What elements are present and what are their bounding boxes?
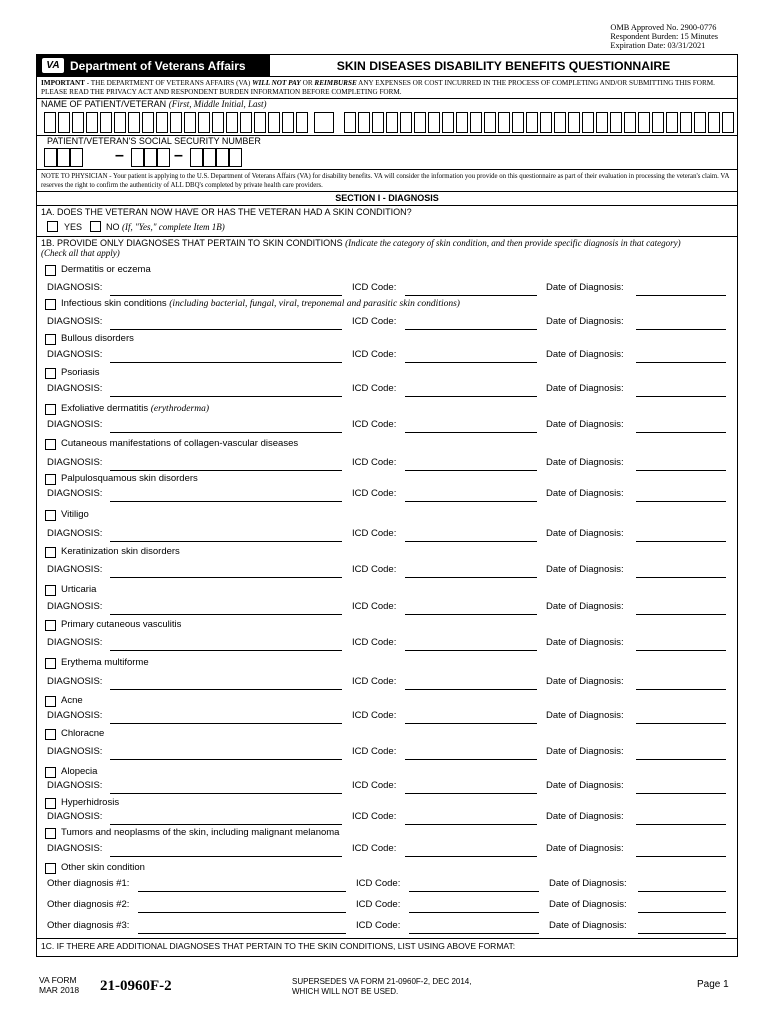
ssn-digit-box[interactable] xyxy=(229,148,242,167)
yes-label: YES xyxy=(64,222,83,232)
condition-label: Other skin condition xyxy=(61,862,145,873)
condition-label: Exfoliative dermatitis (erythroderma) xyxy=(61,403,209,414)
icd-code-label: ICD Code: xyxy=(356,878,401,889)
icd-code-input-line[interactable] xyxy=(405,362,537,363)
icd-code-label: ICD Code: xyxy=(352,746,397,757)
respondent-burden: Respondent Burden: 15 Minutes xyxy=(610,32,718,41)
diagnosis-input-line[interactable] xyxy=(110,856,342,857)
condition-label: Keratinization skin disorders xyxy=(61,546,180,557)
name-char-box[interactable] xyxy=(114,112,126,133)
icd-code-label: ICD Code: xyxy=(352,601,397,612)
ssn-digit-box[interactable] xyxy=(203,148,216,167)
last-name-char-box[interactable] xyxy=(512,112,524,133)
condition-label: Alopecia xyxy=(61,766,98,777)
diagnosis-label: DIAGNOSIS: xyxy=(47,811,103,822)
icd-code-label: ICD Code: xyxy=(352,528,397,539)
omb-info xyxy=(610,23,718,50)
icd-code-input-line[interactable] xyxy=(405,689,537,690)
diagnosis-input-line[interactable] xyxy=(110,501,342,502)
icd-code-input-line[interactable] xyxy=(405,295,537,296)
icd-code-input-line[interactable] xyxy=(405,396,537,397)
ssn-digit-box[interactable] xyxy=(144,148,157,167)
icd-code-label: ICD Code: xyxy=(352,349,397,360)
physician-note: NOTE TO PHYSICIAN - Your patient is applying to the U.S. Department of Veterans Affairs (VA) for disability benefits. VA will consider the information you provide on this questionnaire as part of their evaluation in processing the veteran's claim. VA reserves the right to confirm the authenticity of ALL DBQ's completed by private health care providers. xyxy=(41,173,729,189)
last-name-char-box[interactable] xyxy=(400,112,412,133)
question-1c: 1C. IF THERE ARE ADDITIONAL DIAGNOSES THAT PERTAIN TO THE SKIN CONDITIONS, LIST USING ABOVE FORMAT: xyxy=(41,941,516,951)
diagnosis-label: DIAGNOSIS: xyxy=(47,419,103,430)
name-char-box[interactable] xyxy=(142,112,154,133)
condition-label: Acne xyxy=(61,695,83,706)
icd-code-label: ICD Code: xyxy=(352,710,397,721)
no-hint: (If, "Yes," complete Item 1B) xyxy=(122,222,225,232)
diagnosis-label: DIAGNOSIS: xyxy=(47,316,103,327)
last-name-char-box[interactable] xyxy=(540,112,552,133)
ssn-label: PATIENT/VETERAN'S SOCIAL SECURITY NUMBER xyxy=(47,136,261,146)
condition-checkbox[interactable] xyxy=(45,404,56,415)
last-name-char-box[interactable] xyxy=(414,112,426,133)
last-name-char-box[interactable] xyxy=(610,112,622,133)
expiration-date: Expiration Date: 03/31/2021 xyxy=(610,41,706,50)
name-char-box[interactable] xyxy=(226,112,238,133)
date-of-diagnosis-label: Date of Diagnosis: xyxy=(546,419,624,430)
condition-checkbox[interactable] xyxy=(45,439,56,450)
icd-code-label: ICD Code: xyxy=(352,419,397,430)
icd-code-input-line[interactable] xyxy=(405,723,537,724)
name-char-box[interactable] xyxy=(100,112,112,133)
icd-code-label: ICD Code: xyxy=(352,457,397,468)
icd-code-label: ICD Code: xyxy=(352,637,397,648)
name-char-box[interactable] xyxy=(268,112,280,133)
diagnosis-label: DIAGNOSIS: xyxy=(47,676,103,687)
icd-code-label: ICD Code: xyxy=(352,780,397,791)
last-name-char-box[interactable] xyxy=(666,112,678,133)
other-diagnosis-input-line[interactable] xyxy=(138,891,346,892)
date-of-diagnosis-input-line[interactable] xyxy=(636,329,726,330)
name-char-box[interactable] xyxy=(296,112,308,133)
date-of-diagnosis-label: Date of Diagnosis: xyxy=(546,488,624,499)
icd-code-input-line[interactable] xyxy=(405,329,537,330)
date-of-diagnosis-input-line[interactable] xyxy=(638,933,726,934)
last-name-char-box[interactable] xyxy=(386,112,398,133)
date-of-diagnosis-input-line[interactable] xyxy=(636,614,726,615)
diagnosis-input-line[interactable] xyxy=(110,723,342,724)
other-diagnosis-label: Other diagnosis #2: xyxy=(47,899,130,910)
form-title: SKIN DISEASES DISABILITY BENEFITS QUESTIONNAIRE xyxy=(336,59,671,73)
condition-label: Palpulosquamous skin disorders xyxy=(61,473,198,484)
date-of-diagnosis-label: Date of Diagnosis: xyxy=(546,316,624,327)
last-name-char-box[interactable] xyxy=(568,112,580,133)
diagnosis-label: DIAGNOSIS: xyxy=(47,383,103,394)
condition-checkbox[interactable] xyxy=(45,474,56,485)
omb-number: OMB Approved No. 2900-0776 xyxy=(610,23,717,32)
date-of-diagnosis-label: Date of Diagnosis: xyxy=(546,811,624,822)
va-logo-icon: VA xyxy=(42,58,64,73)
icd-code-label: ICD Code: xyxy=(352,564,397,575)
last-name-char-box[interactable] xyxy=(652,112,664,133)
icd-code-label: ICD Code: xyxy=(352,383,397,394)
diagnosis-input-line[interactable] xyxy=(110,362,342,363)
other-diagnosis-label: Other diagnosis #3: xyxy=(47,920,130,931)
icd-code-input-line[interactable] xyxy=(405,793,537,794)
icd-code-input-line[interactable] xyxy=(409,912,539,913)
yes-checkbox[interactable] xyxy=(47,221,58,232)
icd-code-label: ICD Code: xyxy=(352,488,397,499)
condition-checkbox[interactable] xyxy=(45,368,56,379)
ssn-dash: – xyxy=(115,147,124,164)
last-name-char-box[interactable] xyxy=(554,112,566,133)
last-name-char-box[interactable] xyxy=(638,112,650,133)
date-of-diagnosis-input-line[interactable] xyxy=(636,689,726,690)
no-label: NO (If, "Yes," complete Item 1B) xyxy=(106,222,225,232)
date-of-diagnosis-input-line[interactable] xyxy=(638,891,726,892)
condition-checkbox[interactable] xyxy=(45,729,56,740)
name-char-box[interactable] xyxy=(170,112,182,133)
last-name-char-box[interactable] xyxy=(470,112,482,133)
ssn-dash: – xyxy=(174,147,183,164)
diagnosis-label: DIAGNOSIS: xyxy=(47,564,103,575)
date-of-diagnosis-label: Date of Diagnosis: xyxy=(546,383,624,394)
diagnosis-input-line[interactable] xyxy=(110,689,342,690)
icd-code-label: ICD Code: xyxy=(356,920,401,931)
last-name-char-box[interactable] xyxy=(680,112,692,133)
condition-checkbox[interactable] xyxy=(45,658,56,669)
name-char-box[interactable] xyxy=(156,112,168,133)
ssn-digit-box[interactable] xyxy=(70,148,83,167)
condition-label: Infectious skin conditions (including bacterial, fungal, viral, treponemal and parasitic skin conditions) xyxy=(61,298,460,309)
diagnosis-label: DIAGNOSIS: xyxy=(47,637,103,648)
last-name-char-box[interactable] xyxy=(582,112,594,133)
ssn-digit-box[interactable] xyxy=(44,148,57,167)
last-name-char-box[interactable] xyxy=(624,112,636,133)
diagnosis-input-line[interactable] xyxy=(110,759,342,760)
last-name-char-box[interactable] xyxy=(484,112,496,133)
date-of-diagnosis-input-line[interactable] xyxy=(636,723,726,724)
date-of-diagnosis-label: Date of Diagnosis: xyxy=(546,349,624,360)
last-name-char-box[interactable] xyxy=(442,112,454,133)
other-diagnosis-label: Other diagnosis #1: xyxy=(47,878,130,889)
important-notice: IMPORTANT - THE DEPARTMENT OF VETERANS AFFAIRS (VA) WILL NOT PAY OR REIMBURSE ANY EXPENSES OR COST INCURRED IN THE PROCESS OF COMPLETING AND/OR SUBMITTING THIS FORM. PLEASE READ THE PRIVACY ACT AND RESPONDENT BURDEN INFORMATION BEFORE COMPLETING FORM. xyxy=(41,79,715,96)
date-of-diagnosis-input-line[interactable] xyxy=(636,396,726,397)
icd-code-label: ICD Code: xyxy=(352,316,397,327)
diagnosis-input-line[interactable] xyxy=(110,329,342,330)
condition-label: Psoriasis xyxy=(61,367,100,378)
diagnosis-label: DIAGNOSIS: xyxy=(47,282,103,293)
last-name-char-box[interactable] xyxy=(498,112,510,133)
ssn-digit-box[interactable] xyxy=(57,148,70,167)
icd-code-input-line[interactable] xyxy=(405,501,537,502)
date-of-diagnosis-label: Date of Diagnosis: xyxy=(546,564,624,575)
last-name-char-box[interactable] xyxy=(708,112,720,133)
date-of-diagnosis-input-line[interactable] xyxy=(636,295,726,296)
diagnosis-label: DIAGNOSIS: xyxy=(47,349,103,360)
diagnosis-label: DIAGNOSIS: xyxy=(47,746,103,757)
diagnosis-input-line[interactable] xyxy=(110,541,342,542)
icd-code-input-line[interactable] xyxy=(409,891,539,892)
diagnosis-input-line[interactable] xyxy=(110,824,342,825)
diagnosis-input-line[interactable] xyxy=(110,396,342,397)
date-of-diagnosis-input-line[interactable] xyxy=(636,432,726,433)
condition-label: Vitiligo xyxy=(61,509,89,520)
last-name-char-box[interactable] xyxy=(526,112,538,133)
condition-label: Bullous disorders xyxy=(61,333,134,344)
ssn-digit-box[interactable] xyxy=(157,148,170,167)
condition-checkbox[interactable] xyxy=(45,696,56,707)
condition-checkbox[interactable] xyxy=(45,767,56,778)
date-of-diagnosis-label: Date of Diagnosis: xyxy=(549,920,627,931)
diagnosis-label: DIAGNOSIS: xyxy=(47,601,103,612)
date-of-diagnosis-input-line[interactable] xyxy=(636,362,726,363)
icd-code-input-line[interactable] xyxy=(405,650,537,651)
condition-checkbox[interactable] xyxy=(45,265,56,276)
condition-checkbox[interactable] xyxy=(45,585,56,596)
name-char-box[interactable] xyxy=(212,112,224,133)
icd-code-label: ICD Code: xyxy=(356,899,401,910)
ssn-digit-box[interactable] xyxy=(190,148,203,167)
name-char-box[interactable] xyxy=(198,112,210,133)
name-char-box[interactable] xyxy=(44,112,56,133)
date-of-diagnosis-input-line[interactable] xyxy=(636,759,726,760)
question-1a: 1A. DOES THE VETERAN NOW HAVE OR HAS THE VETERAN HAD A SKIN CONDITION? xyxy=(41,207,412,217)
condition-checkbox[interactable] xyxy=(45,510,56,521)
name-field-label: NAME OF PATIENT/VETERAN (First, Middle Initial, Last) xyxy=(41,99,267,109)
date-of-diagnosis-label: Date of Diagnosis: xyxy=(546,637,624,648)
page-number: Page 1 xyxy=(697,979,729,990)
diagnosis-input-line[interactable] xyxy=(110,650,342,651)
condition-label: Cutaneous manifestations of collagen-vascular diseases xyxy=(61,438,299,449)
condition-checkbox[interactable] xyxy=(45,620,56,631)
icd-code-input-line[interactable] xyxy=(405,614,537,615)
date-of-diagnosis-label: Date of Diagnosis: xyxy=(549,878,627,889)
name-char-box[interactable] xyxy=(184,112,196,133)
ssn-digit-box[interactable] xyxy=(131,148,144,167)
condition-checkbox[interactable] xyxy=(45,798,56,809)
footer-form-info xyxy=(39,975,79,995)
icd-code-label: ICD Code: xyxy=(352,282,397,293)
last-name-char-box[interactable] xyxy=(456,112,468,133)
icd-code-label: ICD Code: xyxy=(352,811,397,822)
diagnosis-label: DIAGNOSIS: xyxy=(47,843,103,854)
date-of-diagnosis-input-line[interactable] xyxy=(636,793,726,794)
date-of-diagnosis-input-line[interactable] xyxy=(636,501,726,502)
diagnosis-label: DIAGNOSIS: xyxy=(47,488,103,499)
date-of-diagnosis-label: Date of Diagnosis: xyxy=(546,746,624,757)
supersedes-note: SUPERSEDES VA FORM 21-0960F-2, DEC 2014, WHICH WILL NOT BE USED. xyxy=(292,977,472,996)
last-name-char-box[interactable] xyxy=(358,112,370,133)
form-date: MAR 2018 xyxy=(39,985,80,995)
date-of-diagnosis-input-line[interactable] xyxy=(636,470,726,471)
icd-code-input-line[interactable] xyxy=(405,541,537,542)
diagnosis-label: DIAGNOSIS: xyxy=(47,528,103,539)
date-of-diagnosis-label: Date of Diagnosis: xyxy=(546,601,624,612)
name-char-box[interactable] xyxy=(72,112,84,133)
diagnosis-input-line[interactable] xyxy=(110,577,342,578)
last-name-char-box[interactable] xyxy=(428,112,440,133)
section-title: SECTION I - DIAGNOSIS xyxy=(335,193,439,203)
diagnosis-input-line[interactable] xyxy=(110,614,342,615)
question-1b: 1B. PROVIDE ONLY DIAGNOSES THAT PERTAIN TO SKIN CONDITIONS (Indicate the category of skin condition, and then provide specific diagnosis in that category) (Check all that apply) xyxy=(41,238,681,258)
diagnosis-label: DIAGNOSIS: xyxy=(47,780,103,791)
name-char-box[interactable] xyxy=(282,112,294,133)
other-diagnosis-input-line[interactable] xyxy=(138,933,346,934)
date-of-diagnosis-label: Date of Diagnosis: xyxy=(546,843,624,854)
condition-checkbox[interactable] xyxy=(45,334,56,345)
icd-code-input-line[interactable] xyxy=(405,856,537,857)
name-char-box[interactable] xyxy=(240,112,252,133)
ssn-digit-box[interactable] xyxy=(216,148,229,167)
condition-checkbox[interactable] xyxy=(45,828,56,839)
date-of-diagnosis-input-line[interactable] xyxy=(638,912,726,913)
date-of-diagnosis-input-line[interactable] xyxy=(636,856,726,857)
condition-checkbox[interactable] xyxy=(45,299,56,310)
last-name-char-box[interactable] xyxy=(372,112,384,133)
date-of-diagnosis-label: Date of Diagnosis: xyxy=(546,282,624,293)
date-of-diagnosis-label: Date of Diagnosis: xyxy=(546,528,624,539)
date-of-diagnosis-input-line[interactable] xyxy=(636,541,726,542)
important-prefix: IMPORTANT xyxy=(41,79,85,87)
va-form-label: VA FORM xyxy=(39,975,77,985)
name-char-box[interactable] xyxy=(58,112,70,133)
condition-label: Dermatitis or eczema xyxy=(61,264,151,275)
diagnosis-input-line[interactable] xyxy=(110,432,342,433)
department-banner xyxy=(37,55,269,76)
diagnosis-label: DIAGNOSIS: xyxy=(47,457,103,468)
condition-label: Hyperhidrosis xyxy=(61,797,120,808)
no-checkbox[interactable] xyxy=(90,221,101,232)
middle-initial-box[interactable] xyxy=(314,112,334,133)
icd-code-input-line[interactable] xyxy=(405,824,537,825)
last-name-char-box[interactable] xyxy=(344,112,356,133)
condition-checkbox[interactable] xyxy=(45,863,56,874)
icd-code-input-line[interactable] xyxy=(405,759,537,760)
name-char-box[interactable] xyxy=(254,112,266,133)
condition-label: Urticaria xyxy=(61,584,97,595)
condition-label: Erythema multiforme xyxy=(61,657,149,668)
name-char-box[interactable] xyxy=(128,112,140,133)
icd-code-label: ICD Code: xyxy=(352,676,397,687)
diagnosis-input-line[interactable] xyxy=(110,295,342,296)
condition-label: Chloracne xyxy=(61,728,105,739)
icd-code-input-line[interactable] xyxy=(405,432,537,433)
date-of-diagnosis-label: Date of Diagnosis: xyxy=(549,899,627,910)
icd-code-input-line[interactable] xyxy=(405,577,537,578)
icd-code-label: ICD Code: xyxy=(352,843,397,854)
diagnosis-input-line[interactable] xyxy=(110,470,342,471)
diagnosis-label: DIAGNOSIS: xyxy=(47,710,103,721)
date-of-diagnosis-label: Date of Diagnosis: xyxy=(546,780,624,791)
date-of-diagnosis-input-line[interactable] xyxy=(636,577,726,578)
date-of-diagnosis-input-line[interactable] xyxy=(636,650,726,651)
icd-code-input-line[interactable] xyxy=(409,933,539,934)
last-name-char-box[interactable] xyxy=(694,112,706,133)
diagnosis-input-line[interactable] xyxy=(110,793,342,794)
date-of-diagnosis-label: Date of Diagnosis: xyxy=(546,710,624,721)
last-name-char-box[interactable] xyxy=(722,112,734,133)
condition-label: Primary cutaneous vasculitis xyxy=(61,619,182,630)
date-of-diagnosis-input-line[interactable] xyxy=(636,824,726,825)
icd-code-input-line[interactable] xyxy=(405,470,537,471)
date-of-diagnosis-label: Date of Diagnosis: xyxy=(546,676,624,687)
condition-label: Tumors and neoplasms of the skin, including malignant melanoma xyxy=(61,827,340,838)
last-name-char-box[interactable] xyxy=(596,112,608,133)
department-name: Department of Veterans Affairs xyxy=(70,58,246,73)
form-number: 21-0960F-2 xyxy=(100,978,172,994)
condition-checkbox[interactable] xyxy=(45,547,56,558)
date-of-diagnosis-label: Date of Diagnosis: xyxy=(546,457,624,468)
name-char-box[interactable] xyxy=(86,112,98,133)
other-diagnosis-input-line[interactable] xyxy=(138,912,346,913)
